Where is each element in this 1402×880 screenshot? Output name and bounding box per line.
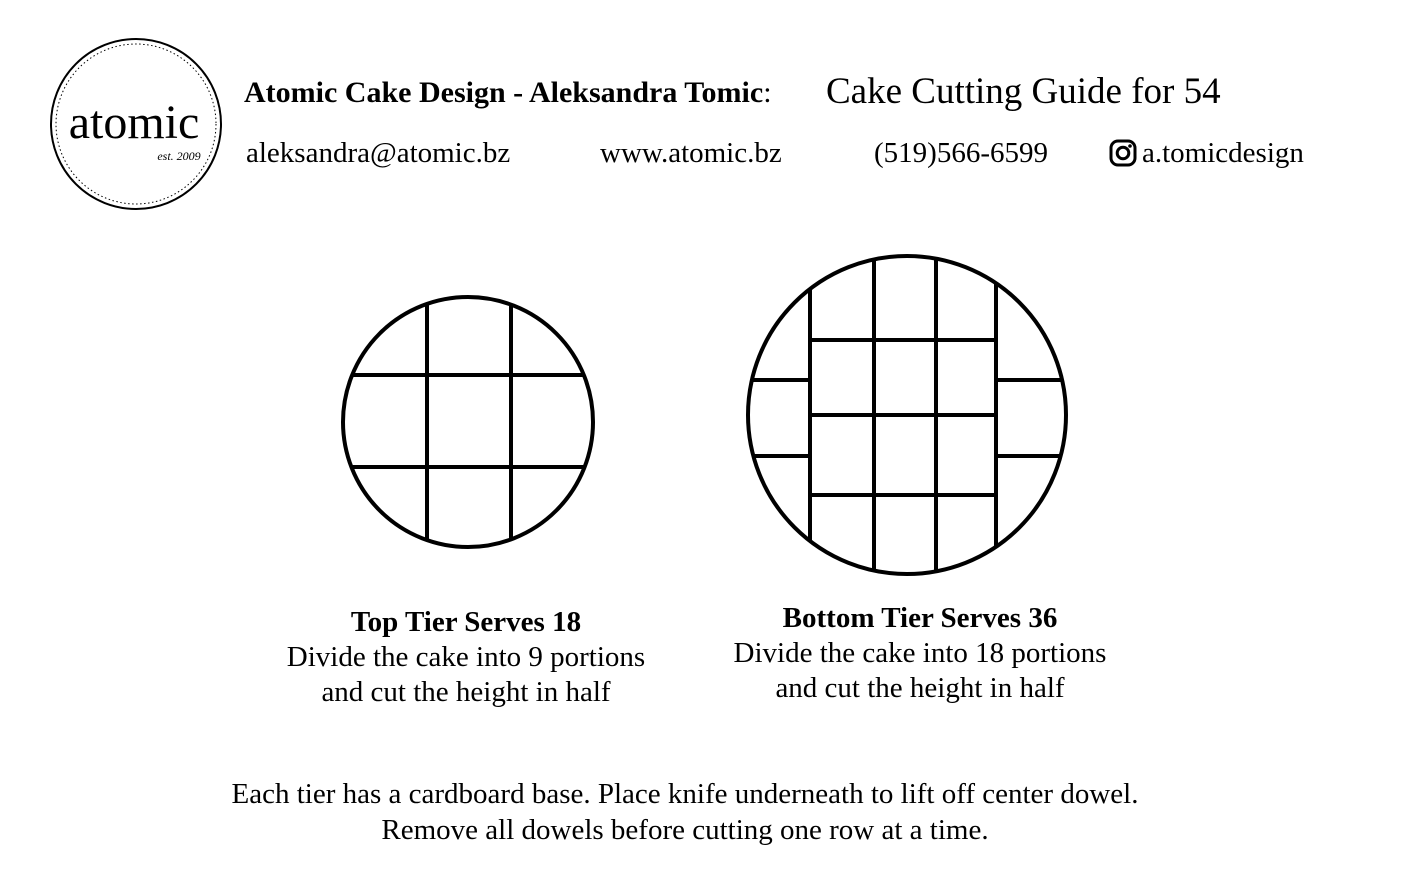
bottom-tier-cut-lines [740, 248, 1076, 584]
top-tier-diagram [336, 290, 600, 554]
brand-name: Atomic Cake Design - Aleksandra Tomic: [244, 76, 772, 109]
page-title: Cake Cutting Guide for 54 [826, 71, 1221, 112]
top-tier-outline [343, 297, 593, 547]
contact-instagram[interactable] [1108, 134, 1304, 172]
top-tier-cut-lines [336, 290, 600, 554]
bottom-tier-description [690, 600, 1150, 706]
logo-wordmark: atomic [68, 96, 200, 149]
contact-email[interactable]: aleksandra@atomic.bz [246, 137, 511, 169]
instruction-line-2: Remove all dowels before cutting one row at a time. [381, 814, 989, 846]
top-tier-line-2: and cut the height in half [321, 676, 611, 708]
atomic-logo [48, 36, 224, 212]
instruction-line-1: Each tier has a cardboard base. Place knife underneath to lift off center dowel. [231, 778, 1139, 810]
instagram-icon [1108, 138, 1138, 168]
instagram-handle: a.tomicdesign [1142, 137, 1304, 169]
top-tier-heading: Top Tier Serves 18 [350, 606, 582, 638]
bottom-tier-line-2: and cut the height in half [775, 672, 1065, 704]
bottom-tier-diagram [740, 248, 1076, 584]
cutting-instructions [0, 776, 1370, 848]
logo-established: est. 2009 [157, 149, 201, 163]
bottom-tier-heading: Bottom Tier Serves 36 [782, 602, 1058, 634]
contact-website[interactable]: www.atomic.bz [600, 137, 782, 169]
top-tier-description [236, 604, 696, 710]
top-tier-line-1: Divide the cake into 9 portions [286, 641, 646, 673]
bottom-tier-line-1: Divide the cake into 18 portions [733, 637, 1107, 669]
contact-phone[interactable]: (519)566-6599 [874, 137, 1048, 169]
